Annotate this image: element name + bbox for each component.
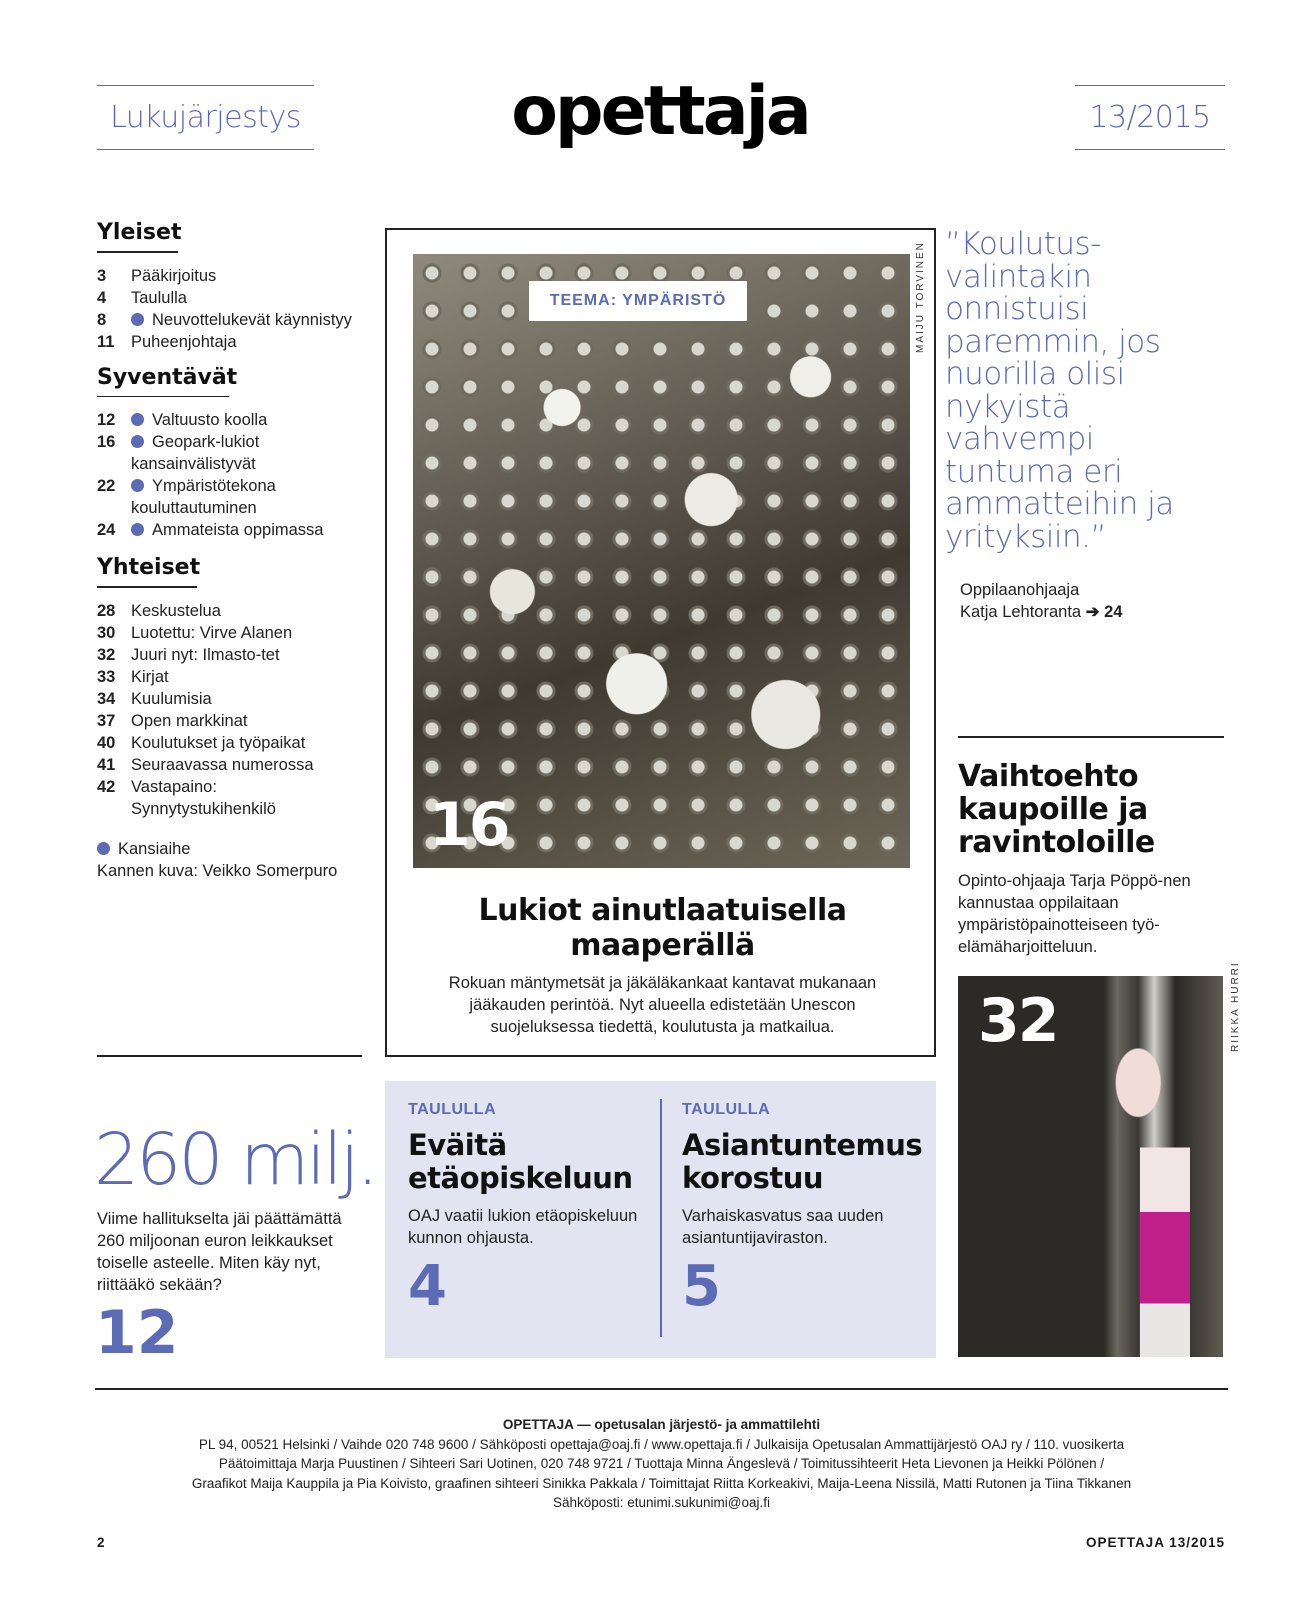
toc-item-number: 24	[97, 521, 116, 539]
feature-photo	[413, 254, 910, 868]
vaihtoehto-photo[interactable]	[958, 976, 1223, 1357]
panel-divider	[660, 1099, 662, 1337]
kansiaihe-dot-icon	[131, 435, 144, 448]
toc-item[interactable]	[97, 309, 362, 331]
footer-rule	[95, 1388, 1228, 1390]
taululla-text: Varhaiskasvatus saa uuden asiantuntijaviraston.	[682, 1207, 884, 1247]
toc-item-label-wrap	[131, 644, 280, 666]
colophon-line: Päätoimittaja Marja Puustinen / Sihteeri Sari Uotinen, 020 748 9721 / Tuottaja Minna Ängeslevä / Toimitussihteerit Heta Lievonen ja Heikki Pölönen /	[218, 1456, 1105, 1471]
toc-item-label-wrap	[131, 666, 169, 688]
toc-item-label-wrap	[131, 776, 362, 820]
issue-number	[1075, 85, 1225, 150]
stat-page-number: 12	[95, 1298, 179, 1368]
toc-item-label: Valtuusto koolla	[152, 411, 268, 429]
divider	[97, 1055, 362, 1057]
toc-item-label: Vastapaino: Synnytystukihenkilö	[131, 777, 276, 818]
toc-item[interactable]	[97, 331, 362, 353]
toc-item-number: 22	[97, 477, 116, 495]
toc-item-number: 34	[97, 689, 116, 708]
colophon-title: OPETTAJA — opetusalan järjestö- ja ammattilehti	[502, 1417, 821, 1432]
toc-item-label: Ympäristötekona kouluttautuminen	[131, 477, 276, 517]
toc-list-yleiset	[97, 265, 362, 353]
toc-item[interactable]	[97, 600, 362, 622]
quote-name: Katja Lehtoranta	[960, 603, 1082, 621]
toc-rule	[97, 586, 197, 588]
toc-heading-yleiset: Yleiset	[97, 220, 182, 245]
colophon-line: Graafikot Maija Kauppila ja Pia Koivisto, graafinen sihteeri Sinikka Pakkala / Toimittajat Riitta Korkeakivi, Maija-Leena Nissilä, Matti Rutonen ja Tiina Tikkanen	[191, 1475, 1132, 1491]
toc-item[interactable]	[97, 776, 362, 820]
toc-item-number: 41	[97, 755, 116, 774]
toc-item-number: 28	[97, 601, 116, 620]
toc-item-label-wrap	[131, 710, 247, 732]
toc-rule	[97, 251, 178, 253]
toc-item-label: Pääkirjoitus	[131, 266, 217, 285]
toc-item-number: 11	[97, 332, 115, 351]
feature-photo-credit: MAIJU TORVINEN	[915, 241, 926, 353]
toc-item-label-wrap	[131, 331, 237, 353]
toc-item-label: Koulutukset ja työpaikat	[131, 733, 306, 752]
masthead-logo: opettaja	[511, 72, 809, 151]
toc-item-number: 4	[97, 288, 107, 307]
section-label-text: Lukujärjestys	[110, 100, 301, 135]
toc-item-number: 42	[97, 777, 116, 796]
toc-item-label-wrap	[131, 287, 187, 309]
toc-item-label: Open markkinat	[131, 711, 248, 730]
toc-item[interactable]	[97, 666, 362, 688]
toc-heading-yhteiset: Yhteiset	[97, 555, 201, 580]
toc-item-number: 32	[97, 645, 116, 664]
toc-heading-syventavat: Syventävät	[97, 364, 238, 390]
legend-text: Kansiaihe	[118, 839, 191, 858]
page-number-left: 2	[97, 1535, 105, 1550]
toc-item[interactable]	[97, 265, 362, 287]
toc-list-yhteiset	[97, 600, 362, 820]
toc-item[interactable]	[97, 754, 362, 776]
table-of-contents	[97, 220, 362, 882]
toc-item-number: 8	[97, 310, 107, 329]
taululla-panel	[385, 1081, 936, 1358]
feature-article[interactable]	[385, 228, 936, 1057]
toc-item-label-wrap	[131, 431, 362, 475]
issue-number-text: 13/2015	[1089, 100, 1211, 135]
colophon	[95, 1415, 1228, 1513]
stat-value: 260 milj.	[94, 1118, 376, 1201]
toc-item-label-wrap	[131, 409, 267, 431]
toc-item[interactable]	[97, 475, 362, 519]
toc-item-label: Juuri nyt: Ilmasto-tet	[131, 645, 280, 664]
taululla-tag: TAULULLA	[682, 1101, 771, 1118]
toc-legend	[97, 838, 362, 882]
toc-item-label-wrap	[131, 732, 305, 754]
page-number-right: OPETTAJA 13/2015	[1085, 1535, 1225, 1550]
taululla-item[interactable]	[408, 1101, 658, 1317]
toc-item-label-wrap	[131, 600, 221, 622]
toc-item-label: Taululla	[131, 288, 187, 307]
toc-item-label: Geopark-lukiot kansainvälistyvät	[131, 433, 260, 473]
toc-item-label: Ammateista oppimassa	[152, 521, 324, 539]
vaihtoehto-text: Opinto-ohjaaja Tarja Pöppö-nen kannustaa oppilaitaan ympäristöpainotteiseen työ-elämäharjoitteluun.	[958, 872, 1191, 956]
toc-item-label: Neuvottelukevät käynnistyy	[152, 310, 352, 329]
toc-item-label: Keskustelua	[131, 601, 221, 620]
colophon-line: PL 94, 00521 Helsinki / Vaihde 020 748 9600 / Sähköposti opettaja@oaj.fi / www.opettaja.fi / Julkaisija Opetusalan Ammattijärjestö OAJ ry / 110. vuosikerta	[198, 1436, 1125, 1452]
toc-item-number: 30	[97, 623, 116, 642]
toc-item-label: Seuraavassa numerossa	[131, 755, 314, 774]
toc-item-label-wrap	[131, 754, 314, 776]
toc-item-number: 40	[97, 733, 116, 752]
taululla-tag: TAULULLA	[408, 1101, 497, 1118]
taululla-title: Eväitä etäopiskeluun	[408, 1128, 633, 1195]
toc-item[interactable]	[97, 409, 362, 431]
toc-item-label: Kuulumisia	[131, 689, 212, 708]
toc-item-number: 33	[97, 667, 116, 686]
toc-item-label: Luotettu: Virve Alanen	[131, 623, 293, 642]
pull-quote: ”Koulutus-valintakin onnistuisi paremmin, jos nuorilla olisi nykyistä vahvempi tuntuma eri ammatteihin ja yrityksiin.”	[945, 226, 1174, 555]
toc-item-label-wrap	[131, 622, 292, 644]
toc-item[interactable]	[97, 519, 362, 541]
quote-role: Oppilaanohjaaja	[960, 581, 1080, 599]
kansiaihe-dot-icon	[131, 313, 144, 326]
taululla-page-number: 5	[682, 1254, 721, 1319]
vaihtoehto-page-number: 32	[978, 986, 1058, 1056]
toc-item[interactable]	[97, 622, 362, 644]
vaihtoehto-photo-credit: RIIKKA HURRI	[1230, 961, 1241, 1052]
feature-text: Rokuan mäntymetsät ja jäkäläkankaat kantavat mukanaan jääkauden perintöä. Nyt alueella edistetään Unescon suojeluksessa tiedettä, koulutusta ja matkailua.	[448, 974, 877, 1036]
section-label	[97, 85, 314, 150]
colophon-line: Sähköposti: etunimi.sukunimi@oaj.fi	[552, 1495, 771, 1510]
toc-item[interactable]	[97, 710, 362, 732]
divider	[958, 736, 1224, 738]
teema-tag: TEEMA: YMPÄRISTÖ	[529, 281, 747, 321]
taululla-text: OAJ vaatii lukion etäopiskeluun kunnon ohjausta.	[408, 1207, 638, 1247]
feature-title: Lukiot ainutlaatuisella maaperällä	[478, 893, 847, 963]
toc-item[interactable]	[97, 688, 362, 710]
toc-item-label-wrap	[131, 688, 212, 710]
feature-page-number: 16	[429, 790, 509, 860]
toc-item-label-wrap	[131, 265, 216, 287]
toc-item[interactable]	[97, 644, 362, 666]
kansiaihe-dot-icon	[131, 479, 144, 492]
toc-item-number: 37	[97, 711, 116, 730]
taululla-item[interactable]	[682, 1101, 932, 1317]
arrow-right-icon: ➔	[1085, 603, 1100, 621]
toc-item-label: Puheenjohtaja	[131, 332, 237, 351]
kansiaihe-dot-icon	[97, 842, 110, 855]
kansiaihe-dot-icon	[131, 523, 144, 536]
toc-item[interactable]	[97, 732, 362, 754]
stat-text: Viime hallitukselta jäi päättämättä 260 miljoonan euron leikkaukset toiselle asteelle. Miten käy nyt, riittääkö sekään?	[97, 1210, 342, 1294]
toc-rule	[97, 396, 229, 398]
toc-item[interactable]	[97, 431, 362, 475]
toc-item-number: 16	[97, 433, 116, 451]
toc-list-syventavat	[97, 409, 362, 541]
toc-item-label: Kirjat	[131, 667, 169, 686]
taululla-page-number: 4	[408, 1254, 447, 1319]
toc-item-number: 3	[97, 266, 107, 285]
quote-attribution	[960, 579, 1200, 623]
taululla-title: Asiantuntemus korostuu	[682, 1128, 923, 1195]
toc-item[interactable]	[97, 287, 362, 309]
cover-credit: Kannen kuva: Veikko Somerpuro	[97, 861, 338, 880]
toc-item-label-wrap	[131, 309, 352, 331]
toc-item-label-wrap	[131, 475, 362, 519]
quote-page: 24	[1104, 603, 1123, 621]
toc-item-label-wrap	[131, 519, 324, 541]
vaihtoehto-title: Vaihtoehto kaupoille ja ravintoloille	[958, 759, 1155, 860]
kansiaihe-dot-icon	[131, 413, 144, 426]
toc-item-number: 12	[97, 411, 116, 429]
